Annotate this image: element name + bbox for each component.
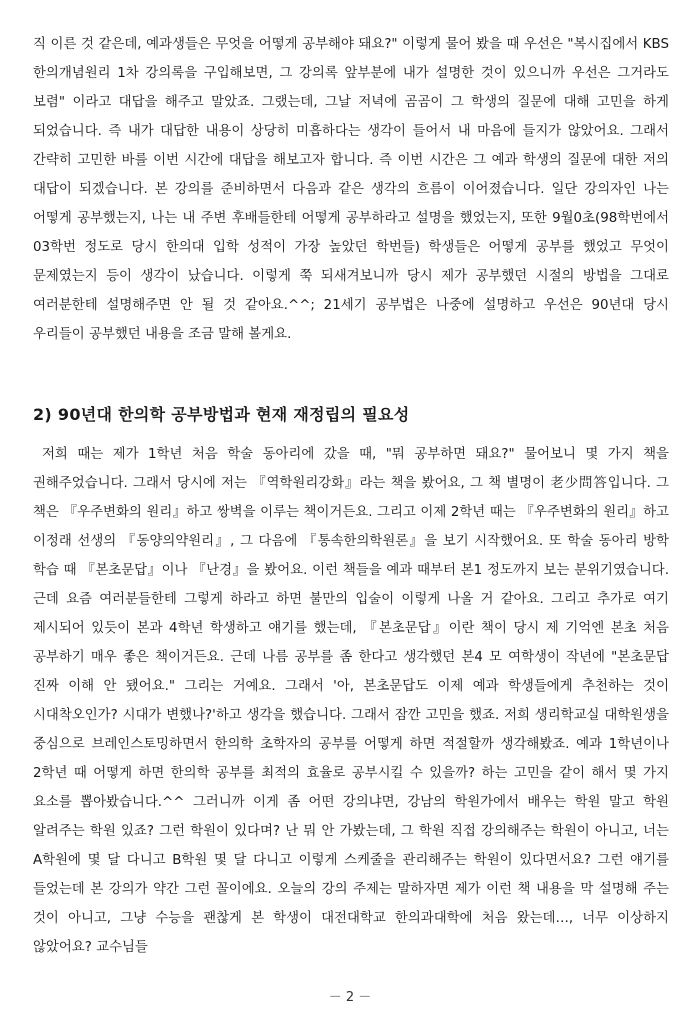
body-paragraph-study-method: 저희 때는 제가 1학년 처음 학술 동아리에 갔을 때, "뭐 공부하면 돼요?" 물어보니 몇 가지 책을 권해주었습니다. 그래서 당시에 저는 『역학원리강화』라는 책을 봤어요, 그 책 별명이 老少問答입니다. 그 책은 『우주변화의 원리』하고 쌍벽을 이루는 책이거든요. 그리고 이제 2학년 때는 『우주변화의 원리』하고 이정래 선생의 『동양의약원리』, 그 다음에 『통속한의학원론』을 보기 시작했어요. 또 학술 동아리 방학 학습 때 『본초문답』이나 『난경』을 봤어요. 이런 책들을 예과 때부터 본1 정도까지 보는 분위기였습니다. 근데 요즘 여러분들한테 그렇게 하라고 하면 불만의 입술이 이렇게 나올 거 같아요. 그리고 추가로 여기 제시되어 있듯이 본과 4학년 학생하고 얘기를 했는데, 『본초문답』이란 책이 당시 제 기억엔 본초 처음 공부하기 매우 좋은 책이거든요. 근데 나름 공부를 좀 한다고 생각했던 본4 모 여학생이 작년에 "본초문답 진짜 이해 안 됐어요." 그리는 거예요. 그래서 '아, 본초문답도 이제 예과 학생들에게 추천하는 것이 시대착오인가? 시대가 변했나?'하고 생각을 했습니다. 그래서 잠깐 고민을 했죠. 저희 생리학교실 대학원생을 중심으로 브레인스토밍하면서 한의학 초학자의 공부를 어떻게 하면 적절할까 생각해봤죠. 예과 1학년이나 2학년 때 어떻게 하면 한의학 공부를 최적의 효율로 공부시킬 수 있을까? 하는 고민을 같이 해서 몇 가지 요소를 뽑아봤습니다.^^ 그러니까 이게 좀 어떤 강의냐면, 강남의 학원가에서 배우는 학원 말고 학원 알려주는 학원 있죠? 그런 학원이 있다며? 난 뭐 안 가봤는데, 그 학원 직접 강의해주는 학원이 아니고, 너는 A학원에 몇 달 다니고 B학원 몇 달 다니고 이렇게 스케줄을 관리해주는 학원이 있다면서요? 그런 얘기를 들었는데 본 강의가 약간 그런 꼴이에요. 오늘의 강의 주제는 말하자면 제가 이런 책 내용을 막 설명해 주는 것이 아니고, 그냥 수능을 괜찮게 본 학생이 대전대학교 한의과대학에 처음 왔는데…, 너무 이상하지 않았어요? 교수님들 bbox=[33, 447, 669, 955]
page-number: － 2 － bbox=[328, 990, 372, 1005]
body-paragraph-intro: 직 이른 것 같은데, 예과생들은 무엇을 어떻게 공부해야 돼요?" 이렇게 물어 봤을 때 우선은 "복시집에서 KBS 한의개념원리 1차 강의록을 구입해보면, 그 강의록 앞부분에 내가 설명한 것이 있으니까 우선은 그거라도 보렴" 이라고 대답을 해주고 말았죠. 그랬는데, 그날 저녁에 곰곰이 그 학생의 질문에 대해 고민을 하게 되었습니다. 즉 내가 대답한 내용이 상당히 미흡하다는 생각이 들어서 내 마음에 들지가 않았어요. 그래서 간략히 고민한 바를 이번 시간에 대답을 해보고자 합니다. 즉 이번 시간은 그 예과 학생의 질문에 대한 저의 대답이 되겠습니다. 본 강의를 준비하면서 다음과 같은 생각의 흐름이 이어졌습니다. 일단 강의자인 나는 어떻게 공부했는지, 나는 내 주변 후배들한테 어떻게 공부하라고 설명을 했었는지, 또한 9월0초(98학번에서 03학번 정도로 당시 한의대 입학 성적이 가장 높았던 학번들) 학생들은 어떻게 공부를 했었고 무엇이 문제였는지 등이 생각이 났습니다. 이렇게 쭉 되새겨보니까 당시 제가 공부했던 시절의 방법을 그대로 여러분한테 설명해주면 안 될 것 같아요.^^; 21세기 공부법은 나중에 설명하고 우선은 90년대 당시 우리들이 공부했던 내용을 조금 말해 볼게요. bbox=[33, 37, 669, 342]
section-heading: 2) 90년대 한의학 공부방법과 현재 재정립의 필요성 bbox=[33, 405, 410, 424]
